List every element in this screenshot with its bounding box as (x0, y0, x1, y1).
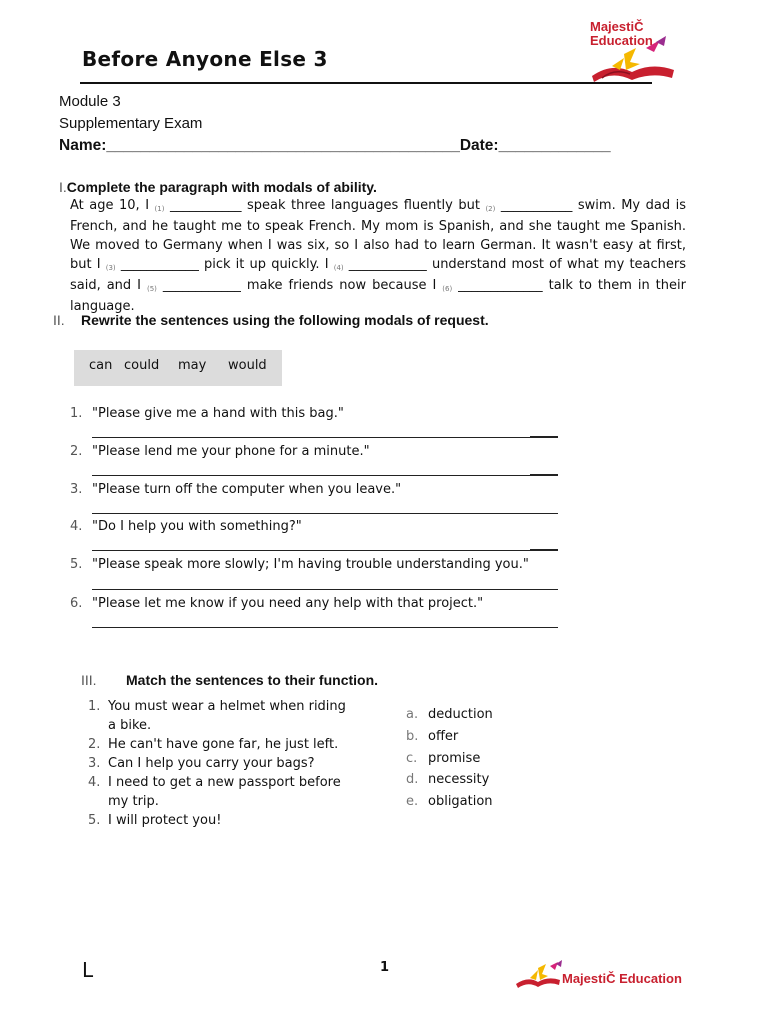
footer-logo (514, 958, 684, 990)
section-1-heading (59, 177, 377, 196)
section-2-title: Rewrite the sentences using the following modals of request. (81, 312, 489, 328)
section-3-title: Match the sentences to their function. (126, 672, 379, 688)
majestic-education-logo (584, 18, 680, 84)
match-sentence: 3. Can I help you carry your bags? (88, 756, 315, 771)
match-answer: c. promise (406, 751, 481, 766)
module-label: Module 3 (59, 93, 121, 110)
match-sentences-list (88, 697, 348, 830)
rewrite-item: 6. "Please let me know if you need any help with that project." (70, 596, 484, 611)
rewrite-item: 4. "Do I help you with something?" (70, 519, 302, 534)
match-sentence: 2. He can't have gone far, he just left. (88, 737, 339, 752)
answer-line[interactable] (92, 550, 558, 551)
modal-word: would (228, 358, 267, 373)
page-number: 1 (380, 960, 390, 975)
answer-line[interactable] (92, 475, 558, 476)
match-sentence: 1. You must wear a helmet when riding (88, 699, 346, 714)
modal-word: can (89, 358, 113, 373)
document-title: Before Anyone Else 3 (82, 47, 328, 71)
match-answer: e. obligation (406, 794, 493, 809)
match-sentence-continuation: my trip. (108, 794, 159, 809)
match-answer: b. offer (406, 729, 459, 744)
section-2-heading (53, 310, 489, 329)
exam-label: Supplementary Exam (59, 115, 203, 132)
section-3-number: III. (81, 672, 97, 688)
rewrite-item: 3. "Please turn off the computer when you leave." (70, 482, 402, 497)
modal-word-box (74, 350, 282, 386)
match-answer: d. necessity (406, 772, 490, 787)
answer-line[interactable] (92, 437, 558, 438)
name-date-line: Name:_________________________________________Date:_____________ (59, 137, 611, 154)
section-1-title: Complete the paragraph with modals of ability. (66, 179, 377, 195)
modal-word: may (178, 358, 207, 373)
modal-word: could (124, 358, 160, 373)
match-answer: a. deduction (406, 707, 493, 722)
section-1-number: I. (59, 179, 67, 195)
logo-book-icon (584, 18, 680, 84)
match-sentence: 5. I will protect you! (88, 813, 222, 828)
footer-logo-text: MajestiČ Education (562, 971, 682, 986)
match-sentence: 4. I need to get a new passport before (88, 775, 341, 790)
section-2-number: II. (53, 312, 65, 328)
footer-mark: L (82, 958, 94, 982)
answer-line[interactable] (92, 513, 558, 514)
section-3-heading (81, 670, 378, 689)
title-underline (80, 82, 652, 84)
match-sentence-continuation: a bike. (108, 718, 152, 733)
footer-logo-book-icon (514, 958, 564, 990)
answer-line[interactable] (92, 627, 558, 628)
rewrite-item: 1. "Please give me a hand with this bag." (70, 406, 344, 421)
section-1-paragraph: At age 10, I $_{(1)}$ ___________ speak three languages fluently but $_{(2)}$ ___________ swim. My dad is French, and he taught me to speak French. My mom is Spanish, and she taught me Spanish. We moved to Germany when I was six, so I also had to learn German. It wasn't easy at first, but I $_{(3)}$ ____________ pick it up quickly. I $_{(4)}$ ____________ understand most of what my teachers said, and I $_{(5)}$ ____________ make friends now because I $_{(6)}$ _____________ talk to them in their language. (70, 198, 687, 314)
rewrite-item: 2. "Please lend me your phone for a minute." (70, 444, 370, 459)
logo-text: MajestiČ Education (590, 19, 653, 48)
rewrite-item: 5. "Please speak more slowly; I'm having trouble understanding you." (70, 557, 529, 572)
answer-line[interactable] (92, 589, 558, 590)
